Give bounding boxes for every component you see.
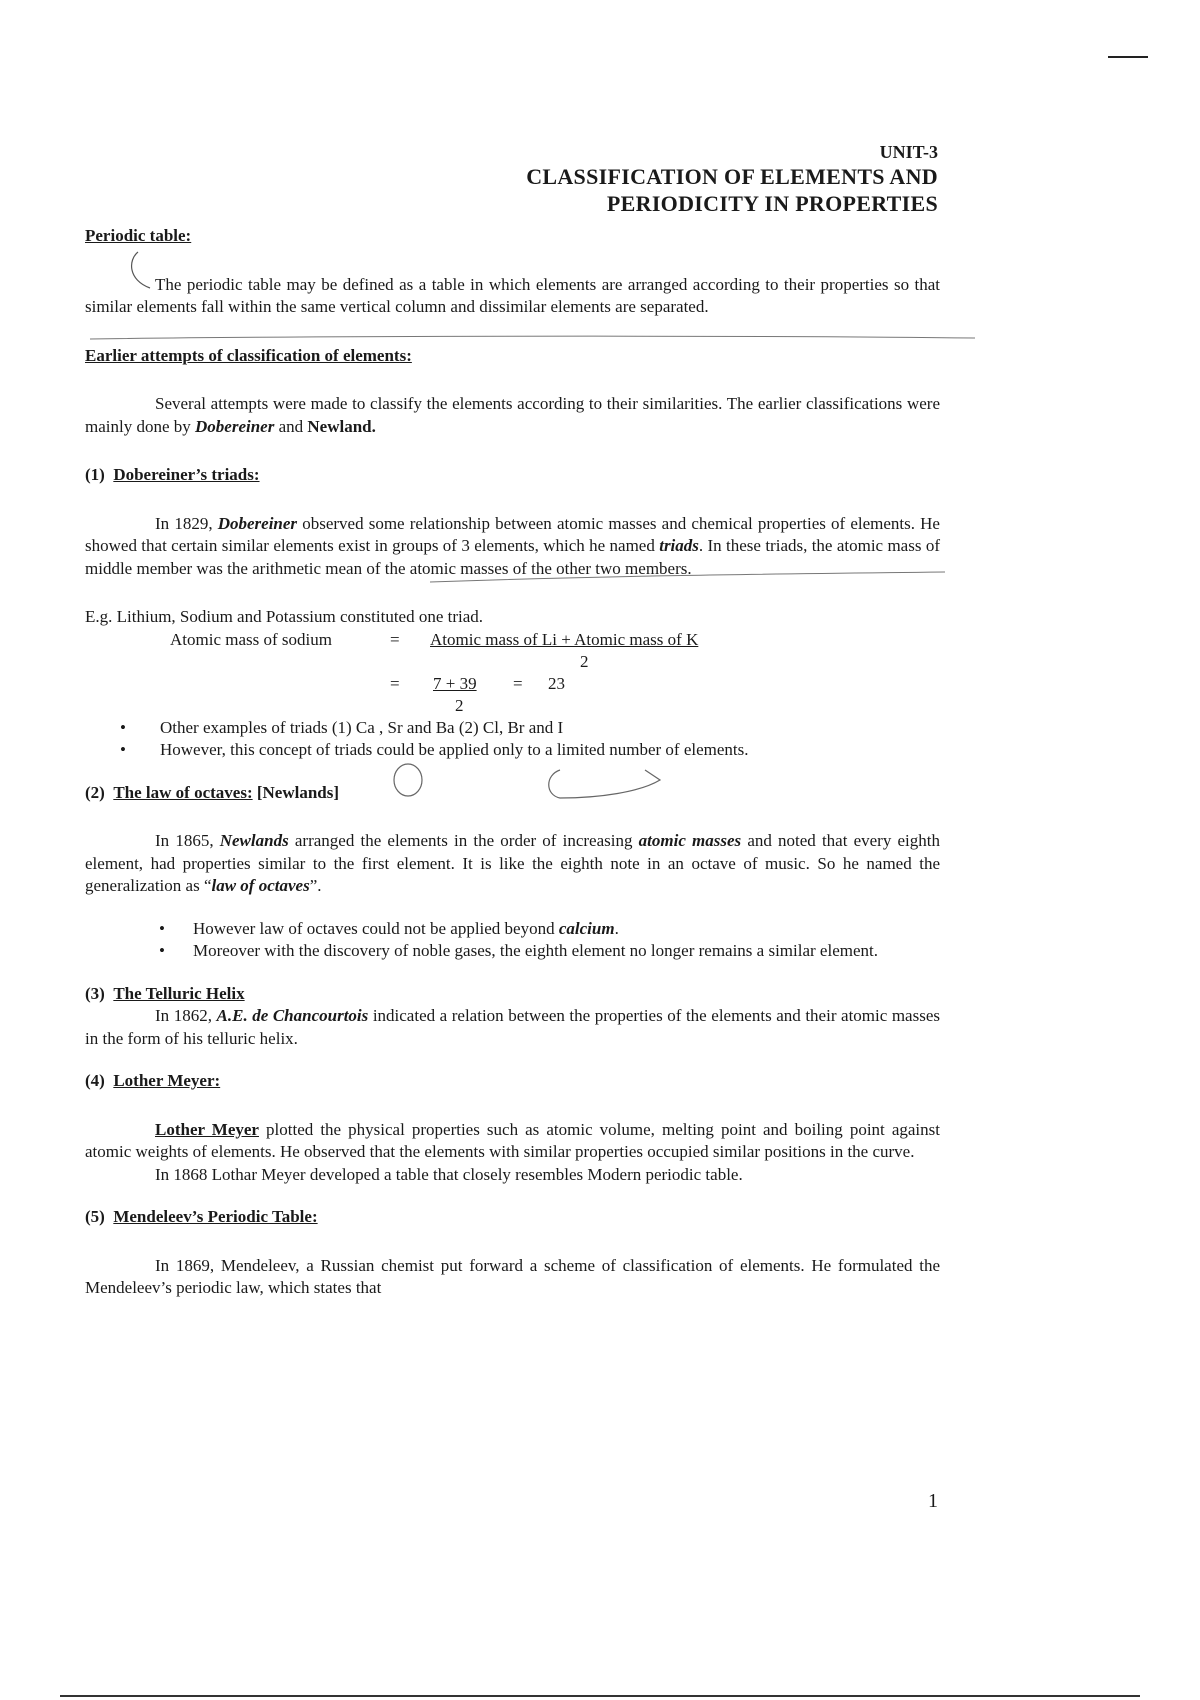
- heading-text: Periodic table:: [85, 226, 192, 245]
- section-heading-telluric: [85, 983, 940, 1006]
- telluric-paragraph: In 1862, A.E. de Chancourtois indicated a relation between the properties of the elements and their atomic masses in the form of his telluric helix.: [85, 1006, 940, 1048]
- triad-bullets: [85, 717, 940, 762]
- heading-tag: [Newlands]: [252, 782, 340, 802]
- lother-paragraph: Lother Meyer plotted the physical properties such as atomic volume, melting point and boiling point against atomic weights of elements. He observed that the elements with similar properties occupied similar positions in the curve.: [85, 1119, 940, 1161]
- page-header: [526, 142, 938, 217]
- heading-text: Mendeleev’s Periodic Table:: [113, 1207, 318, 1226]
- section-heading-earlier-attempts: [85, 345, 940, 368]
- list-item: • Other examples of triads (1) Ca , Sr and Ba (2) Cl, Br and I: [160, 717, 940, 740]
- list-item: • However law of octaves could not be applied beyond calcium.: [193, 918, 940, 941]
- heading-text: Lother Meyer:: [113, 1071, 221, 1090]
- section-heading-dobereiner: [85, 464, 940, 487]
- octave-bullets: [85, 918, 940, 963]
- lother-paragraph-2: In 1868 Lothar Meyer developed a table that closely resembles Modern periodic table.: [155, 1164, 743, 1184]
- title-line-2: PERIODICITY IN PROPERTIES: [606, 191, 938, 216]
- periodic-table-definition: The periodic table may be defined as a table in which elements are arranged according to their properties so that similar elements fall within the same vertical column and dissimilar elements are separated.: [85, 274, 940, 316]
- section-number: (3): [85, 983, 105, 1003]
- section-number: (4): [85, 1071, 105, 1090]
- heading-text: The law of octaves:: [113, 782, 253, 802]
- formula-numerator: Atomic mass of Li + Atomic mass of K: [430, 629, 699, 649]
- triad-example: E.g. Lithium, Sodium and Potassium constituted one triad.: [85, 607, 484, 626]
- triad-formula: [85, 629, 940, 717]
- section-heading-periodic-table: [85, 225, 940, 248]
- title-line-1: CLASSIFICATION OF ELEMENTS AND: [526, 164, 938, 189]
- scan-mark: [1108, 56, 1148, 58]
- formula-equals-1: =: [390, 629, 400, 649]
- section-heading-newlands: [85, 782, 940, 805]
- section-heading-lother: [85, 1070, 940, 1093]
- unit-label: UNIT-3: [879, 142, 938, 162]
- scan-bottom-edge: [60, 1695, 1140, 1697]
- list-item: • Moreover with the discovery of noble gases, the eighth element no longer remains a similar element.: [193, 940, 940, 963]
- formula-denominator: 2: [580, 651, 589, 671]
- formula-lhs: Atomic mass of sodium: [170, 629, 332, 649]
- heading-text: Dobereiner’s triads:: [113, 465, 260, 484]
- calc-numerator: 7 + 39: [433, 673, 477, 693]
- section-heading-mendeleev: [85, 1206, 940, 1229]
- page-number: 1: [928, 1490, 938, 1512]
- heading-text: The Telluric Helix: [113, 983, 245, 1003]
- mendeleev-paragraph: In 1869, Mendeleev, a Russian chemist put forward a scheme of classification of elements. He formulated the Mendeleev’s periodic law, which states that: [85, 1255, 940, 1297]
- newlands-paragraph: In 1865, Newlands arranged the elements in the order of increasing atomic masses and noted that every eighth element, had properties similar to the first element. It is like the eighth note in an octave of music. So he named the generalization as “law of octaves”.: [85, 831, 940, 895]
- formula-equals-2: =: [390, 673, 400, 693]
- list-item: • However, this concept of triads could be applied only to a limited number of elements.: [160, 739, 940, 762]
- section-number: (5): [85, 1207, 105, 1226]
- formula-result: 23: [548, 673, 565, 693]
- name-dobereiner: Dobereiner: [195, 416, 275, 436]
- dobereiner-paragraph: In 1829, Dobereiner observed some relationship between atomic masses and chemical properties of elements. He showed that certain similar elements exist in groups of 3 elements, which he named triads. In these triads, the atomic mass of middle member was the arithmetic mean of the atomic masses of the other two members.: [85, 513, 940, 578]
- heading-text: Earlier attempts of classification of elements:: [85, 345, 412, 365]
- section-number: (2): [85, 782, 105, 802]
- document-body: [85, 225, 940, 1300]
- name-newland: Newland.: [307, 416, 376, 436]
- earlier-attempts-paragraph: Several attempts were made to classify the elements according to their similarities. The earlier classifications were mainly done by Dobereiner and Newland.: [85, 394, 940, 436]
- section-number: (1): [85, 465, 105, 484]
- formula-equals-3: =: [513, 673, 523, 693]
- calc-denominator: 2: [455, 695, 464, 715]
